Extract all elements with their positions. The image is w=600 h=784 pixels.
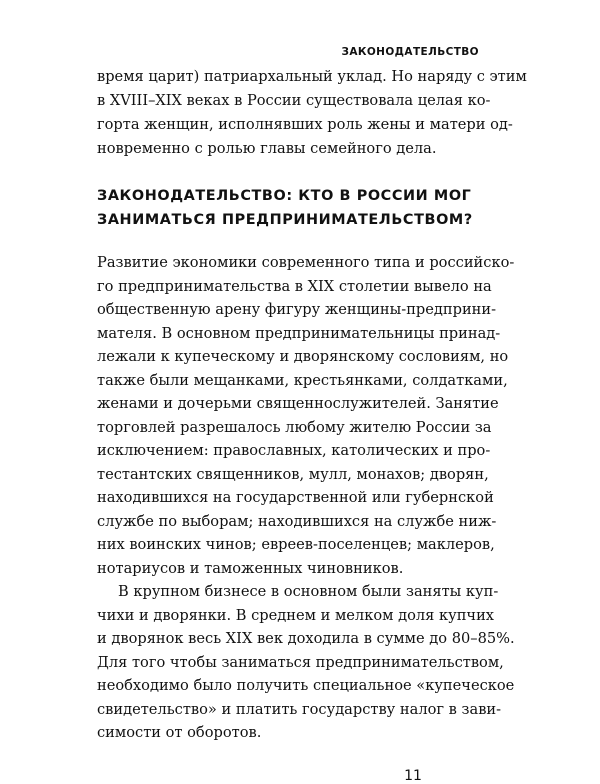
text-line: мателя. В основном предпринимательницы принад-	[97, 324, 501, 342]
text-line: службе по выборам; находившихся на службе ниж-	[97, 512, 497, 530]
text-line: исключением: православных, католических и про-	[97, 442, 491, 459]
text-line: торговлей разрешалось любому жителю России за	[97, 418, 492, 436]
text-line: Для того чтобы заниматься предпринимательством,	[97, 653, 504, 671]
text-line: симости от оборотов.	[97, 724, 262, 741]
text-line: лежали к купеческому и дворянскому сословиям, но	[97, 348, 509, 365]
text-line: общественную арену фигуру женщины-предприни-	[97, 301, 497, 318]
page-number	[0, 768, 600, 784]
text-line: и дворянок весь XIX век доходила в сумме до 80–85%.	[97, 630, 515, 647]
text-line: тестантских священников, мулл, монахов; дворян,	[97, 465, 489, 483]
text-line: время царит) патриархальный уклад. Но наряду с этим	[97, 68, 527, 85]
text-line: свидетельство» и платить государству налог в зави-	[97, 700, 502, 718]
running-head: ЗАКОНОДАТЕЛЬСТВО	[341, 46, 479, 58]
text-line: чихи и дворянки. В среднем и мелком доля купчих	[97, 606, 495, 624]
text-line: нотариусов и таможенных чиновников.	[97, 559, 404, 577]
page-number-text: 11	[404, 767, 422, 784]
text-line: Развитие экономики современного типа и российско-	[97, 254, 515, 271]
text-line: женами и дочерьми священнослужителей. Занятие	[97, 395, 499, 412]
text-line: находившихся на государственной или губернской	[97, 489, 494, 506]
text-line: них воинских чинов; евреев-поселенцев; маклеров,	[97, 536, 495, 553]
text-line: также были мещанками, крестьянками, солдатками,	[97, 371, 508, 389]
text-line: В крупном бизнесе в основном были заняты куп-	[118, 583, 499, 600]
section-heading-line-2: ЗАНИМАТЬСЯ ПРЕДПРИНИМАТЕЛЬСТВОМ?	[97, 212, 473, 228]
text-line: в XVIII–XIX веках в России существовала целая ко-	[97, 92, 491, 109]
text-line: го предпринимательства в XIX столетии вывело на	[97, 277, 492, 295]
text-line: новременно с ролью главы семейного дела.	[97, 140, 437, 157]
text-line: горта женщин, исполнявших роль жены и матери од-	[97, 116, 513, 133]
text-line: необходимо было получить специальное «купеческое	[97, 677, 515, 694]
section-heading-line-1: ЗАКОНОДАТЕЛЬСТВО: КТО В РОССИИ МОГ	[97, 188, 472, 204]
